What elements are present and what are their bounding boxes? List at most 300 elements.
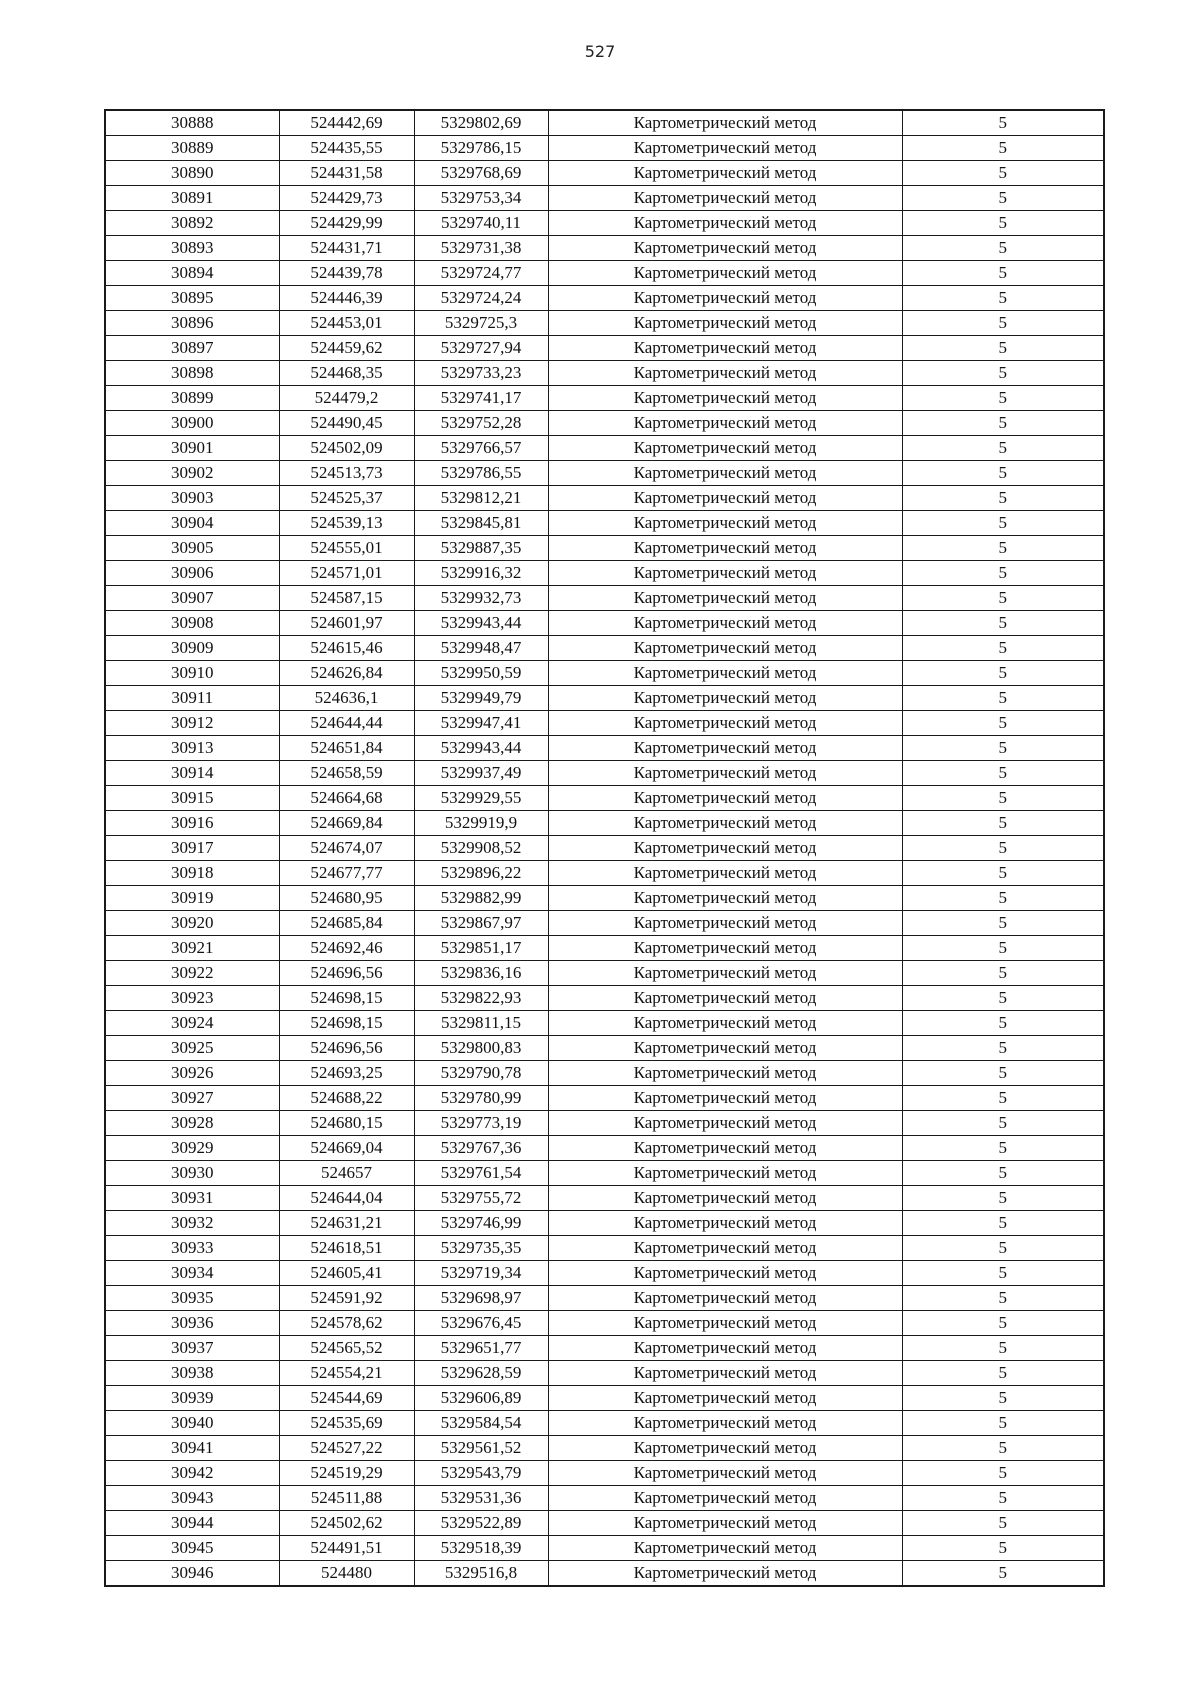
method-cell: Картометрический метод: [548, 1086, 902, 1111]
table-row: [105, 1461, 1104, 1486]
accuracy-cell: 5: [902, 461, 1104, 486]
x-coordinate-cell: 524698,15: [279, 1011, 414, 1036]
accuracy-cell: 5: [902, 1461, 1104, 1486]
accuracy-cell: 5: [902, 511, 1104, 536]
method-cell: Картометрический метод: [548, 611, 902, 636]
coordinates-table-body: [105, 110, 1104, 1586]
method-cell: Картометрический метод: [548, 311, 902, 336]
method-cell: Картометрический метод: [548, 1261, 902, 1286]
method-cell: Картометрический метод: [548, 1461, 902, 1486]
point-number-cell: 30945: [105, 1536, 279, 1561]
table-row: [105, 886, 1104, 911]
x-coordinate-cell: 524479,2: [279, 386, 414, 411]
accuracy-cell: 5: [902, 1336, 1104, 1361]
y-coordinate-cell: 5329733,23: [414, 361, 548, 386]
table-row: [105, 961, 1104, 986]
y-coordinate-cell: 5329752,28: [414, 411, 548, 436]
y-coordinate-cell: 5329651,77: [414, 1336, 548, 1361]
y-coordinate-cell: 5329606,89: [414, 1386, 548, 1411]
table-row: [105, 211, 1104, 236]
method-cell: Картометрический метод: [548, 786, 902, 811]
point-number-cell: 30940: [105, 1411, 279, 1436]
x-coordinate-cell: 524644,44: [279, 711, 414, 736]
point-number-cell: 30895: [105, 286, 279, 311]
point-number-cell: 30922: [105, 961, 279, 986]
y-coordinate-cell: 5329698,97: [414, 1286, 548, 1311]
table-row: [105, 761, 1104, 786]
x-coordinate-cell: 524669,84: [279, 811, 414, 836]
accuracy-cell: 5: [902, 1411, 1104, 1436]
method-cell: Картометрический метод: [548, 1536, 902, 1561]
accuracy-cell: 5: [902, 786, 1104, 811]
y-coordinate-cell: 5329522,89: [414, 1511, 548, 1536]
accuracy-cell: 5: [902, 1136, 1104, 1161]
y-coordinate-cell: 5329836,16: [414, 961, 548, 986]
accuracy-cell: 5: [902, 486, 1104, 511]
method-cell: Картометрический метод: [548, 1136, 902, 1161]
point-number-cell: 30934: [105, 1261, 279, 1286]
method-cell: Картометрический метод: [548, 986, 902, 1011]
x-coordinate-cell: 524442,69: [279, 110, 414, 136]
method-cell: Картометрический метод: [548, 1186, 902, 1211]
accuracy-cell: 5: [902, 1261, 1104, 1286]
x-coordinate-cell: 524539,13: [279, 511, 414, 536]
method-cell: Картометрический метод: [548, 411, 902, 436]
method-cell: Картометрический метод: [548, 1561, 902, 1587]
accuracy-cell: 5: [902, 736, 1104, 761]
y-coordinate-cell: 5329735,35: [414, 1236, 548, 1261]
y-coordinate-cell: 5329724,24: [414, 286, 548, 311]
table-row: [105, 1411, 1104, 1436]
y-coordinate-cell: 5329943,44: [414, 736, 548, 761]
x-coordinate-cell: 524527,22: [279, 1436, 414, 1461]
method-cell: Картометрический метод: [548, 1211, 902, 1236]
table-row: [105, 861, 1104, 886]
page-number: 527: [584, 42, 616, 61]
table-row: [105, 161, 1104, 186]
x-coordinate-cell: 524680,95: [279, 886, 414, 911]
method-cell: Картометрический метод: [548, 211, 902, 236]
table-row: [105, 1136, 1104, 1161]
y-coordinate-cell: 5329811,15: [414, 1011, 548, 1036]
accuracy-cell: 5: [902, 136, 1104, 161]
point-number-cell: 30897: [105, 336, 279, 361]
table-row: [105, 511, 1104, 536]
x-coordinate-cell: 524688,22: [279, 1086, 414, 1111]
point-number-cell: 30901: [105, 436, 279, 461]
method-cell: Картометрический метод: [548, 486, 902, 511]
y-coordinate-cell: 5329851,17: [414, 936, 548, 961]
point-number-cell: 30920: [105, 911, 279, 936]
y-coordinate-cell: 5329845,81: [414, 511, 548, 536]
method-cell: Картометрический метод: [548, 536, 902, 561]
method-cell: Картометрический метод: [548, 936, 902, 961]
x-coordinate-cell: 524565,52: [279, 1336, 414, 1361]
table-row: [105, 911, 1104, 936]
y-coordinate-cell: 5329516,8: [414, 1561, 548, 1587]
accuracy-cell: 5: [902, 261, 1104, 286]
y-coordinate-cell: 5329882,99: [414, 886, 548, 911]
accuracy-cell: 5: [902, 311, 1104, 336]
method-cell: Картометрический метод: [548, 686, 902, 711]
point-number-cell: 30939: [105, 1386, 279, 1411]
method-cell: Картометрический метод: [548, 1361, 902, 1386]
table-row: [105, 436, 1104, 461]
accuracy-cell: 5: [902, 836, 1104, 861]
x-coordinate-cell: 524626,84: [279, 661, 414, 686]
y-coordinate-cell: 5329628,59: [414, 1361, 548, 1386]
method-cell: Картометрический метод: [548, 886, 902, 911]
accuracy-cell: 5: [902, 1511, 1104, 1536]
table-row: [105, 361, 1104, 386]
method-cell: Картометрический метод: [548, 386, 902, 411]
point-number-cell: 30889: [105, 136, 279, 161]
table-row: [105, 261, 1104, 286]
method-cell: Картометрический метод: [548, 286, 902, 311]
method-cell: Картометрический метод: [548, 661, 902, 686]
point-number-cell: 30926: [105, 1061, 279, 1086]
x-coordinate-cell: 524502,62: [279, 1511, 414, 1536]
table-row: [105, 386, 1104, 411]
method-cell: Картометрический метод: [548, 1486, 902, 1511]
point-number-cell: 30908: [105, 611, 279, 636]
method-cell: Картометрический метод: [548, 711, 902, 736]
table-row: [105, 1061, 1104, 1086]
table-row: [105, 1286, 1104, 1311]
method-cell: Картометрический метод: [548, 736, 902, 761]
y-coordinate-cell: 5329929,55: [414, 786, 548, 811]
method-cell: Картометрический метод: [548, 1386, 902, 1411]
x-coordinate-cell: 524601,97: [279, 611, 414, 636]
y-coordinate-cell: 5329908,52: [414, 836, 548, 861]
y-coordinate-cell: 5329947,41: [414, 711, 548, 736]
point-number-cell: 30928: [105, 1111, 279, 1136]
method-cell: Картометрический метод: [548, 1236, 902, 1261]
accuracy-cell: 5: [902, 1486, 1104, 1511]
table-row: [105, 1111, 1104, 1136]
point-number-cell: 30927: [105, 1086, 279, 1111]
table-row: [105, 311, 1104, 336]
method-cell: Картометрический метод: [548, 861, 902, 886]
table-row: [105, 336, 1104, 361]
method-cell: Картометрический метод: [548, 511, 902, 536]
y-coordinate-cell: 5329916,32: [414, 561, 548, 586]
accuracy-cell: 5: [902, 211, 1104, 236]
point-number-cell: 30944: [105, 1511, 279, 1536]
point-number-cell: 30906: [105, 561, 279, 586]
method-cell: Картометрический метод: [548, 1411, 902, 1436]
point-number-cell: 30923: [105, 986, 279, 1011]
x-coordinate-cell: 524429,73: [279, 186, 414, 211]
table-row: [105, 1211, 1104, 1236]
point-number-cell: 30919: [105, 886, 279, 911]
accuracy-cell: 5: [902, 661, 1104, 686]
accuracy-cell: 5: [902, 1161, 1104, 1186]
accuracy-cell: 5: [902, 110, 1104, 136]
method-cell: Картометрический метод: [548, 161, 902, 186]
point-number-cell: 30907: [105, 586, 279, 611]
table-row: [105, 186, 1104, 211]
x-coordinate-cell: 524680,15: [279, 1111, 414, 1136]
x-coordinate-cell: 524615,46: [279, 636, 414, 661]
point-number-cell: 30904: [105, 511, 279, 536]
y-coordinate-cell: 5329919,9: [414, 811, 548, 836]
y-coordinate-cell: 5329767,36: [414, 1136, 548, 1161]
y-coordinate-cell: 5329800,83: [414, 1036, 548, 1061]
method-cell: Картометрический метод: [548, 110, 902, 136]
accuracy-cell: 5: [902, 186, 1104, 211]
table-row: [105, 1186, 1104, 1211]
y-coordinate-cell: 5329937,49: [414, 761, 548, 786]
x-coordinate-cell: 524644,04: [279, 1186, 414, 1211]
point-number-cell: 30896: [105, 311, 279, 336]
accuracy-cell: 5: [902, 1236, 1104, 1261]
point-number-cell: 30914: [105, 761, 279, 786]
x-coordinate-cell: 524587,15: [279, 586, 414, 611]
method-cell: Картометрический метод: [548, 361, 902, 386]
accuracy-cell: 5: [902, 961, 1104, 986]
point-number-cell: 30924: [105, 1011, 279, 1036]
y-coordinate-cell: 5329950,59: [414, 661, 548, 686]
x-coordinate-cell: 524435,55: [279, 136, 414, 161]
accuracy-cell: 5: [902, 1211, 1104, 1236]
x-coordinate-cell: 524698,15: [279, 986, 414, 1011]
table-row: [105, 986, 1104, 1011]
point-number-cell: 30902: [105, 461, 279, 486]
point-number-cell: 30903: [105, 486, 279, 511]
point-number-cell: 30909: [105, 636, 279, 661]
point-number-cell: 30898: [105, 361, 279, 386]
point-number-cell: 30937: [105, 1336, 279, 1361]
table-row: [105, 736, 1104, 761]
point-number-cell: 30890: [105, 161, 279, 186]
table-row: [105, 1311, 1104, 1336]
point-number-cell: 30894: [105, 261, 279, 286]
table-row: [105, 786, 1104, 811]
x-coordinate-cell: 524651,84: [279, 736, 414, 761]
y-coordinate-cell: 5329584,54: [414, 1411, 548, 1436]
method-cell: Картометрический метод: [548, 836, 902, 861]
method-cell: Картометрический метод: [548, 1061, 902, 1086]
table-row: [105, 411, 1104, 436]
x-coordinate-cell: 524480: [279, 1561, 414, 1587]
y-coordinate-cell: 5329753,34: [414, 186, 548, 211]
y-coordinate-cell: 5329719,34: [414, 1261, 548, 1286]
method-cell: Картометрический метод: [548, 461, 902, 486]
x-coordinate-cell: 524696,56: [279, 961, 414, 986]
table-row: [105, 1561, 1104, 1587]
accuracy-cell: 5: [902, 411, 1104, 436]
x-coordinate-cell: 524525,37: [279, 486, 414, 511]
x-coordinate-cell: 524431,71: [279, 236, 414, 261]
point-number-cell: 30931: [105, 1186, 279, 1211]
accuracy-cell: 5: [902, 761, 1104, 786]
y-coordinate-cell: 5329741,17: [414, 386, 548, 411]
x-coordinate-cell: 524446,39: [279, 286, 414, 311]
x-coordinate-cell: 524513,73: [279, 461, 414, 486]
x-coordinate-cell: 524544,69: [279, 1386, 414, 1411]
coordinates-table: [104, 109, 1105, 1587]
table-row: [105, 486, 1104, 511]
y-coordinate-cell: 5329786,55: [414, 461, 548, 486]
accuracy-cell: 5: [902, 1286, 1104, 1311]
method-cell: Картометрический метод: [548, 811, 902, 836]
method-cell: Картометрический метод: [548, 1336, 902, 1361]
point-number-cell: 30946: [105, 1561, 279, 1587]
table-row: [105, 1536, 1104, 1561]
table-row: [105, 236, 1104, 261]
x-coordinate-cell: 524693,25: [279, 1061, 414, 1086]
y-coordinate-cell: 5329727,94: [414, 336, 548, 361]
x-coordinate-cell: 524571,01: [279, 561, 414, 586]
accuracy-cell: 5: [902, 236, 1104, 261]
accuracy-cell: 5: [902, 911, 1104, 936]
point-number-cell: 30921: [105, 936, 279, 961]
accuracy-cell: 5: [902, 1186, 1104, 1211]
point-number-cell: 30935: [105, 1286, 279, 1311]
method-cell: Картометрический метод: [548, 761, 902, 786]
x-coordinate-cell: 524658,59: [279, 761, 414, 786]
x-coordinate-cell: 524555,01: [279, 536, 414, 561]
point-number-cell: 30916: [105, 811, 279, 836]
table-row: [105, 1486, 1104, 1511]
point-number-cell: 30893: [105, 236, 279, 261]
method-cell: Картометрический метод: [548, 186, 902, 211]
x-coordinate-cell: 524674,07: [279, 836, 414, 861]
x-coordinate-cell: 524591,92: [279, 1286, 414, 1311]
table-row: [105, 586, 1104, 611]
accuracy-cell: 5: [902, 1061, 1104, 1086]
y-coordinate-cell: 5329543,79: [414, 1461, 548, 1486]
table-row: [105, 110, 1104, 136]
accuracy-cell: 5: [902, 686, 1104, 711]
y-coordinate-cell: 5329746,99: [414, 1211, 548, 1236]
x-coordinate-cell: 524554,21: [279, 1361, 414, 1386]
point-number-cell: 30941: [105, 1436, 279, 1461]
table-row: [105, 1036, 1104, 1061]
accuracy-cell: 5: [902, 286, 1104, 311]
y-coordinate-cell: 5329768,69: [414, 161, 548, 186]
accuracy-cell: 5: [902, 711, 1104, 736]
table-row: [105, 1511, 1104, 1536]
point-number-cell: 30933: [105, 1236, 279, 1261]
method-cell: Картометрический метод: [548, 336, 902, 361]
method-cell: Картометрический метод: [548, 1311, 902, 1336]
y-coordinate-cell: 5329780,99: [414, 1086, 548, 1111]
method-cell: Картометрический метод: [548, 636, 902, 661]
y-coordinate-cell: 5329887,35: [414, 536, 548, 561]
table-row: [105, 136, 1104, 161]
method-cell: Картометрический метод: [548, 1161, 902, 1186]
x-coordinate-cell: 524669,04: [279, 1136, 414, 1161]
y-coordinate-cell: 5329755,72: [414, 1186, 548, 1211]
point-number-cell: 30900: [105, 411, 279, 436]
x-coordinate-cell: 524439,78: [279, 261, 414, 286]
accuracy-cell: 5: [902, 1036, 1104, 1061]
table-row: [105, 1386, 1104, 1411]
accuracy-cell: 5: [902, 1361, 1104, 1386]
x-coordinate-cell: 524692,46: [279, 936, 414, 961]
table-row: [105, 461, 1104, 486]
table-row: [105, 611, 1104, 636]
y-coordinate-cell: 5329867,97: [414, 911, 548, 936]
point-number-cell: 30891: [105, 186, 279, 211]
y-coordinate-cell: 5329786,15: [414, 136, 548, 161]
method-cell: Картометрический метод: [548, 586, 902, 611]
table-row: [105, 686, 1104, 711]
y-coordinate-cell: 5329731,38: [414, 236, 548, 261]
y-coordinate-cell: 5329822,93: [414, 986, 548, 1011]
method-cell: Картометрический метод: [548, 436, 902, 461]
table-row: [105, 1261, 1104, 1286]
x-coordinate-cell: 524431,58: [279, 161, 414, 186]
method-cell: Картометрический метод: [548, 561, 902, 586]
point-number-cell: 30892: [105, 211, 279, 236]
point-number-cell: 30913: [105, 736, 279, 761]
y-coordinate-cell: 5329802,69: [414, 110, 548, 136]
table-row: [105, 711, 1104, 736]
x-coordinate-cell: 524429,99: [279, 211, 414, 236]
table-row: [105, 536, 1104, 561]
point-number-cell: 30943: [105, 1486, 279, 1511]
x-coordinate-cell: 524502,09: [279, 436, 414, 461]
accuracy-cell: 5: [902, 1436, 1104, 1461]
method-cell: Картометрический метод: [548, 1036, 902, 1061]
accuracy-cell: 5: [902, 1011, 1104, 1036]
table-row: [105, 1086, 1104, 1111]
y-coordinate-cell: 5329761,54: [414, 1161, 548, 1186]
x-coordinate-cell: 524490,45: [279, 411, 414, 436]
y-coordinate-cell: 5329790,78: [414, 1061, 548, 1086]
accuracy-cell: 5: [902, 1111, 1104, 1136]
point-number-cell: 30932: [105, 1211, 279, 1236]
table-row: [105, 636, 1104, 661]
x-coordinate-cell: 524677,77: [279, 861, 414, 886]
table-row: [105, 1011, 1104, 1036]
accuracy-cell: 5: [902, 936, 1104, 961]
table-row: [105, 1336, 1104, 1361]
y-coordinate-cell: 5329949,79: [414, 686, 548, 711]
accuracy-cell: 5: [902, 586, 1104, 611]
y-coordinate-cell: 5329561,52: [414, 1436, 548, 1461]
accuracy-cell: 5: [902, 811, 1104, 836]
x-coordinate-cell: 524491,51: [279, 1536, 414, 1561]
y-coordinate-cell: 5329896,22: [414, 861, 548, 886]
y-coordinate-cell: 5329724,77: [414, 261, 548, 286]
x-coordinate-cell: 524519,29: [279, 1461, 414, 1486]
accuracy-cell: 5: [902, 1086, 1104, 1111]
x-coordinate-cell: 524459,62: [279, 336, 414, 361]
accuracy-cell: 5: [902, 386, 1104, 411]
accuracy-cell: 5: [902, 1311, 1104, 1336]
point-number-cell: 30942: [105, 1461, 279, 1486]
y-coordinate-cell: 5329773,19: [414, 1111, 548, 1136]
table-row: [105, 1361, 1104, 1386]
x-coordinate-cell: 524578,62: [279, 1311, 414, 1336]
point-number-cell: 30905: [105, 536, 279, 561]
accuracy-cell: 5: [902, 161, 1104, 186]
y-coordinate-cell: 5329531,36: [414, 1486, 548, 1511]
point-number-cell: 30915: [105, 786, 279, 811]
point-number-cell: 30918: [105, 861, 279, 886]
accuracy-cell: 5: [902, 1561, 1104, 1587]
point-number-cell: 30888: [105, 110, 279, 136]
y-coordinate-cell: 5329948,47: [414, 636, 548, 661]
accuracy-cell: 5: [902, 436, 1104, 461]
table-row: [105, 811, 1104, 836]
x-coordinate-cell: 524605,41: [279, 1261, 414, 1286]
method-cell: Картометрический метод: [548, 961, 902, 986]
